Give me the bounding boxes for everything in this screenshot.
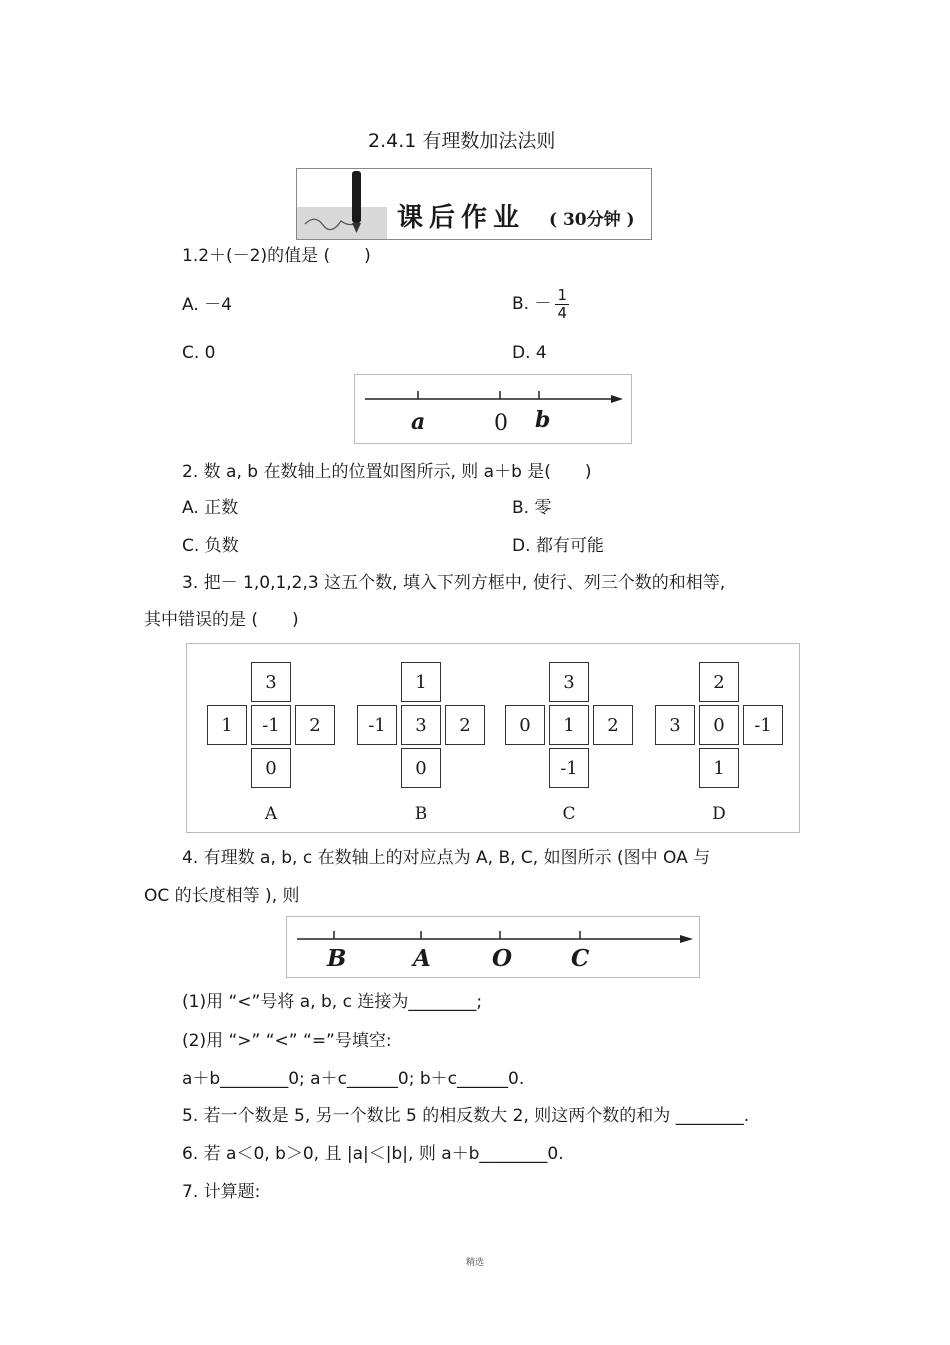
- grid-a-right: 2: [295, 705, 335, 745]
- banner-title: 课后作业: [397, 203, 526, 233]
- question-5: 5. 若一个数是 5, 另一个数比 5 的相反数大 2, 则这两个数的和为 ________.: [182, 1106, 750, 1126]
- question-4-stem-line2: OC 的长度相等 ), 则: [144, 886, 300, 906]
- grid-b-center: 3: [401, 705, 441, 745]
- q1-option-b-label: B. －: [512, 294, 552, 314]
- question-2-stem: 2. 数 a, b 在数轴上的位置如图所示, 则 a＋b 是( ): [182, 462, 592, 482]
- q1-option-b-fraction: [555, 287, 569, 322]
- grid-d-left: 3: [655, 705, 695, 745]
- point-a-label: a: [411, 409, 426, 435]
- grid-d-label: D: [712, 804, 726, 824]
- q2-option-c: C. 负数: [182, 536, 239, 556]
- q1-option-c: C. 0: [182, 343, 216, 363]
- grid-d-bottom: 1: [699, 748, 739, 788]
- footer-mark: 精选: [466, 1258, 485, 1268]
- page-title: 2.4.1 有理数加法法则: [368, 130, 556, 152]
- cross-grids-figure: [186, 643, 800, 833]
- grid-d-right: -1: [743, 705, 783, 745]
- fraction-denominator: 4: [557, 303, 568, 322]
- q1-option-a: A. －4: [182, 295, 232, 315]
- grid-a-label: A: [264, 804, 278, 824]
- grid-b-right: 2: [445, 705, 485, 745]
- question-4-part-2: (2)用 “>” “<” “=”号填空:: [182, 1031, 392, 1051]
- fraction-numerator: 1: [557, 285, 568, 304]
- pen-icon: [297, 169, 387, 239]
- grid-d-center: 0: [699, 705, 739, 745]
- point-b-label: b: [535, 407, 551, 433]
- grid-c-top: 3: [549, 662, 589, 702]
- grid-a-top: 3: [251, 662, 291, 702]
- q2-option-b: B. 零: [512, 498, 552, 518]
- homework-banner: [296, 168, 652, 240]
- point-b-label-2: B: [327, 945, 347, 972]
- q1-option-b: [512, 284, 569, 324]
- q2-option-d: D. 都有可能: [512, 536, 604, 556]
- banner-duration: ( 30分钟 ): [549, 210, 635, 230]
- origin-label: 0: [494, 411, 508, 436]
- grid-b-top: 1: [401, 662, 441, 702]
- grid-a-bottom: 0: [251, 748, 291, 788]
- number-line-figure-2: [286, 916, 700, 978]
- question-7: 7. 计算题:: [182, 1182, 261, 1202]
- point-c-label-2: C: [571, 945, 590, 972]
- point-o-label-2: O: [492, 945, 513, 972]
- grid-b-bottom: 0: [401, 748, 441, 788]
- question-4-part-3: a＋b________0; a＋c______0; b＋c______0.: [182, 1069, 525, 1089]
- grid-d-top: 2: [699, 662, 739, 702]
- grid-a-left: 1: [207, 705, 247, 745]
- grid-b-label: B: [414, 804, 428, 824]
- question-4-stem-line1: 4. 有理数 a, b, c 在数轴上的对应点为 A, B, C, 如图所示 (图中 OA 与: [182, 848, 711, 868]
- grid-c-center: 1: [549, 705, 589, 745]
- q2-option-a: A. 正数: [182, 498, 239, 518]
- number-line-figure-1: [354, 374, 632, 444]
- question-1-stem: 1.2＋(－2)的值是 ( ): [182, 246, 371, 266]
- grid-a-center: -1: [251, 705, 291, 745]
- question-3-stem-line2: 其中错误的是 ( ): [144, 610, 299, 630]
- grid-c-bottom: -1: [549, 748, 589, 788]
- grid-c-label: C: [562, 804, 576, 824]
- grid-c-left: 0: [505, 705, 545, 745]
- question-6: 6. 若 a＜0, b＞0, 且 |a|＜|b|, 则 a＋b________0.: [182, 1144, 564, 1164]
- question-3-stem-line1: 3. 把－ 1,0,1,2,3 这五个数, 填入下列方框中, 使行、列三个数的和相等,: [182, 573, 726, 593]
- grid-b-left: -1: [357, 705, 397, 745]
- point-a-label-2: A: [413, 945, 431, 972]
- q1-option-d: D. 4: [512, 343, 547, 363]
- question-4-part-1: (1)用 “<”号将 a, b, c 连接为________;: [182, 992, 483, 1012]
- grid-c-right: 2: [593, 705, 633, 745]
- number-line-1: [355, 375, 631, 443]
